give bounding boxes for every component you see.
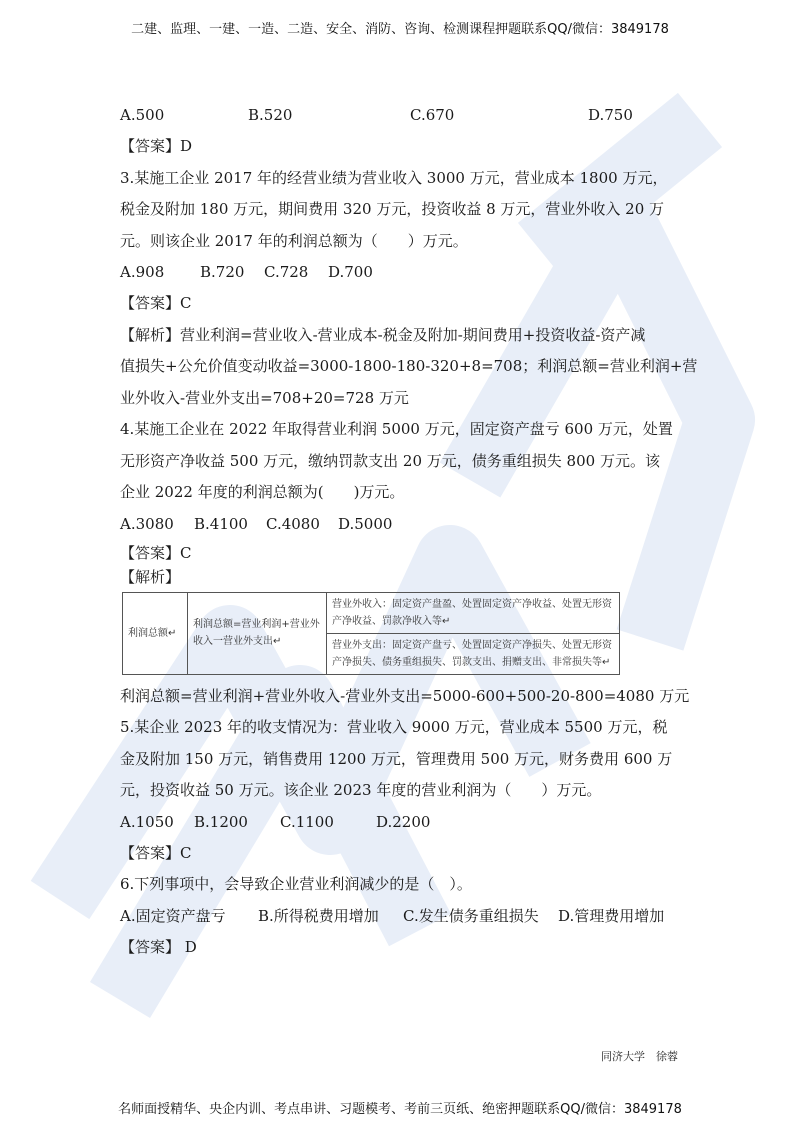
q4-options bbox=[120, 509, 685, 540]
q5-option-c: C.1100 bbox=[280, 812, 334, 831]
q6-answer: 【答案】 D bbox=[120, 937, 197, 956]
table-cell-formula: 利润总额=营业利润+营业外收入一营业外支出↵ bbox=[188, 592, 327, 674]
page-header: 二建、监理、一建、一造、二造、安全、消防、咨询、检测课程押题联系QQ/微信：3849178 bbox=[131, 22, 669, 37]
q2-option-d: D.750 bbox=[588, 106, 633, 124]
q4-answer: 【答案】C bbox=[120, 543, 192, 562]
q6-option-c: C.发生债务重组损失 bbox=[403, 906, 539, 925]
q4-option-b: B.4100 bbox=[194, 514, 248, 533]
profit-explanation-table bbox=[122, 592, 620, 675]
q6-options bbox=[120, 901, 685, 932]
q4-option-d: D.5000 bbox=[338, 514, 393, 533]
table-row bbox=[123, 592, 620, 633]
q3-text-line: 3.某施工企业 2017 年的经营业绩为营业收入 3000 万元，营业成本 1800 万元， bbox=[120, 168, 668, 187]
q6-option-d: D.管理费用增加 bbox=[558, 906, 665, 925]
q5-text-line: 元，投资收益 50 万元。该企业 2023 年度的营业利润为（ ）万元。 bbox=[120, 781, 602, 799]
q3-analysis-line: 值损失+公允价值变动收益=3000-1800-180-320+8=708；利润总额=营业利润+营 bbox=[120, 357, 698, 375]
document-body bbox=[120, 100, 698, 963]
q5-text-line: 5.某企业 2023 年的收支情况为：营业收入 9000 万元，营业成本 5500 万元，税 bbox=[120, 718, 668, 736]
table-cell-profit-total: 利润总额↵ bbox=[123, 592, 188, 674]
q5-options bbox=[120, 807, 685, 838]
q3-option-a: A.908 bbox=[120, 263, 165, 281]
q4-option-a: A.3080 bbox=[120, 514, 174, 533]
q5-text-line: 金及附加 150 万元，销售费用 1200 万元，管理费用 500 万元，财务费用 600 万 bbox=[120, 749, 673, 768]
q5-option-b: B.1200 bbox=[194, 812, 248, 831]
q4-formula: 利润总额=营业利润+营业外收入-营业外支出=5000-600+500-20-800=4080 万元 bbox=[120, 686, 690, 705]
q4-text-line: 无形资产净收益 500 万元，缴纳罚款支出 20 万元，债务重组损失 800 万元。该 bbox=[120, 451, 660, 470]
q3-text-line: 税金及附加 180 万元，期间费用 320 万元，投资收益 8 万元，营业外收入 20 万 bbox=[120, 200, 665, 218]
q3-analysis-line: 业外收入-营业外支出=708+20=728 万元 bbox=[120, 388, 409, 407]
q6-option-b: B.所得税费用增加 bbox=[258, 906, 379, 925]
q4-text-line: 企业 2022 年度的利润总额为( )万元。 bbox=[120, 483, 405, 501]
q5-option-a: A.1050 bbox=[120, 812, 174, 831]
q3-option-c: C.728 bbox=[264, 263, 309, 281]
q3-option-b: B.720 bbox=[200, 263, 245, 281]
page-footer: 名师面授精华、央企内训、考点串讲、习题模考、考前三页纸、绝密押题联系QQ/微信：3849178 bbox=[118, 1102, 682, 1117]
q4-option-c: C.4080 bbox=[266, 514, 320, 533]
q5-option-d: D.2200 bbox=[376, 812, 431, 831]
q2-answer: 【答案】D bbox=[120, 137, 193, 155]
q3-analysis-line: 【解析】营业利润=营业收入-营业成本-税金及附加-期间费用+投资收益-资产减 bbox=[120, 325, 646, 344]
q6-option-a: A.固定资产盘亏 bbox=[120, 906, 226, 925]
q3-answer: 【答案】C bbox=[120, 294, 192, 312]
table-cell-non-operating-income: 营业外收入：固定资产盘盈、处置固定资产净收益、处置无形资产净收益、罚款净收入等↵ bbox=[327, 592, 620, 633]
q3-text-line: 元。则该企业 2017 年的利润总额为（ ）万元。 bbox=[120, 231, 468, 250]
q2-options bbox=[120, 100, 685, 131]
q5-answer: 【答案】C bbox=[120, 843, 192, 862]
q2-option-a: A.500 bbox=[120, 106, 165, 124]
q2-option-b: B.520 bbox=[248, 106, 293, 124]
q4-analysis-label: 【解析】 bbox=[120, 567, 181, 586]
q2-option-c: C.670 bbox=[410, 106, 455, 124]
q4-text-line: 4.某施工企业在 2022 年取得营业利润 5000 万元，固定资产盘亏 600 万元，处置 bbox=[120, 420, 673, 438]
author-credit: 同济大学 徐蓉 bbox=[601, 1050, 678, 1063]
q6-text-line: 6.下列事项中，会导致企业营业利润减少的是（ ）。 bbox=[120, 875, 472, 893]
table-cell-non-operating-expense: 营业外支出：固定资产盘亏、处置固定资产净损失、处置无形资产净损失、债务重组损失、罚款支出、捐赠支出、非常损失等↵ bbox=[327, 633, 620, 674]
q3-option-d: D.700 bbox=[328, 263, 373, 281]
q3-options bbox=[120, 257, 685, 288]
